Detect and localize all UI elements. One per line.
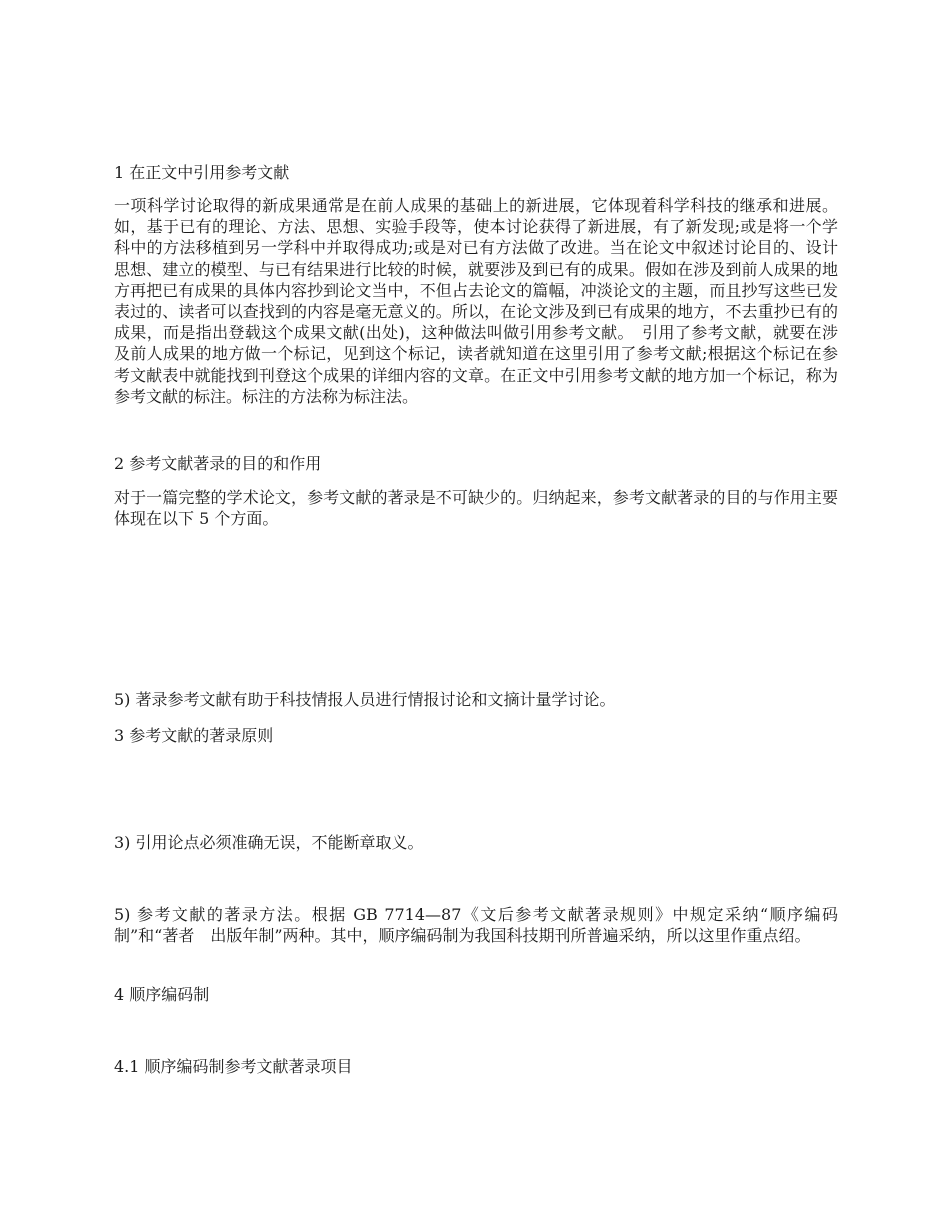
section-1-heading: 1 在正文中引用参考文献 <box>114 163 290 182</box>
section-1-paragraph: 一项科学讨论取得的新成果通常是在前人成果的基础上的新进展，它体现着科学科技的继承和进展。如，基于已有的理论、方法、思想、实验手段等，使本讨论获得了新进展，有了新发现;或是将一个学科中的方法移植到另一学科中并取得成功;或是对已有方法做了改进。当在论文中叙述讨论目的、设计思想、建立的模型、与已有结果进行比较的时候，就要涉及到已有的成果。假如在涉及到前人成果的地方再把已有成果的具体内容抄到论文当中，不但占去论文的篇幅，冲淡论文的主题，而且抄写这些已发表过的、读者可以查找到的内容是毫无意义的。所以，在论文涉及到已有成果的地方，不去重抄已有的成果，而是指出登载这个成果文献(出处)，这种做法叫做引用参考文献。 引用了参考文献，就要在涉及前人成果的地方做一个标记，见到这个标记，读者就知道在这里引用了参考文献;根据这个标记在参考文献表中就能找到刊登这个成果的详细内容的文章。在正文中引用参考文献的地方加一个标记，称为参考文献的标注。标注的方法称为标注法。 <box>114 196 838 406</box>
section-2-item-5: 5) 著录参考文献有助于科技情报人员进行情报讨论和文摘计量学讨论。 <box>114 690 616 709</box>
section-4-heading: 4 顺序编码制 <box>114 985 210 1004</box>
section-2-paragraph: 对于一篇完整的学术论文，参考文献的著录是不可缺少的。归纳起来，参考文献著录的目的与作用主要体现在以下 5 个方面。 <box>114 488 838 529</box>
section-3-item-3: 3) 引用论点必须准确无误，不能断章取义。 <box>114 833 424 852</box>
section-3-heading: 3 参考文献的著录原则 <box>114 726 274 745</box>
section-2-heading: 2 参考文献著录的目的和作用 <box>114 454 322 473</box>
section-4-1-heading: 4.1 顺序编码制参考文献著录项目 <box>114 1057 353 1076</box>
section-3-item-5: 5) 参考文献的著录方法。根据 GB 7714—87《文后参考文献著录规则》中规定采纳“顺序编码制”和“著者 出版年制”两种。其中，顺序编码制为我国科技期刊所普遍采纳，所以这里作重点绍。 <box>114 905 838 946</box>
